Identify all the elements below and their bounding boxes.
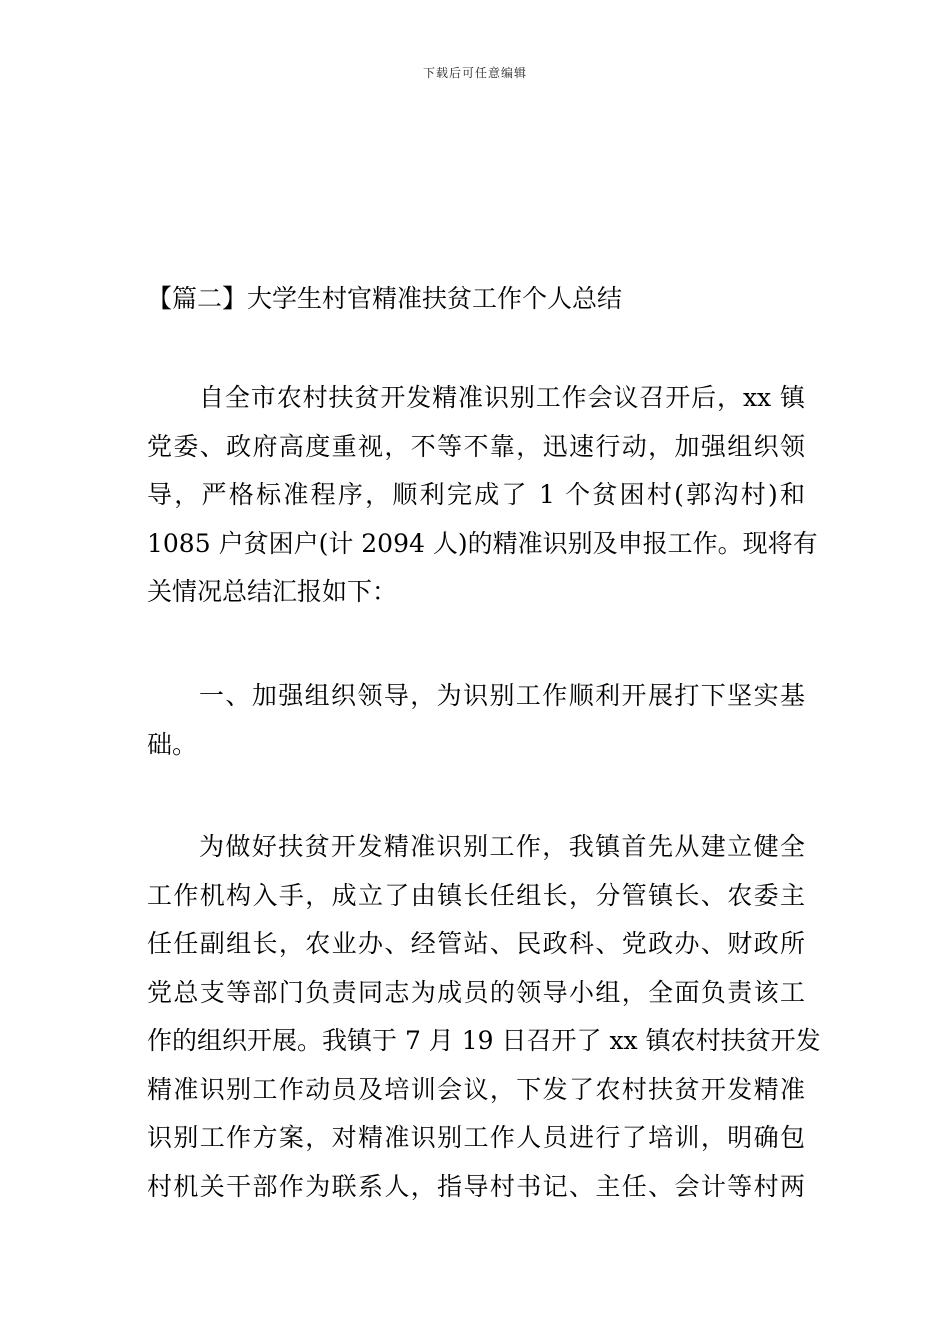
paragraph-line: 自全市农村扶贫开发精准识别工作会议召开后，xx 镇 — [199, 383, 805, 412]
paragraph-line: 导，严格标准程序，顺利完成了 1 个贫困村(郭沟村)和 — [147, 480, 805, 509]
section-heading-one — [147, 672, 805, 769]
page-header: 下载后可任意编辑 — [422, 66, 527, 80]
document-title: 【篇二】大学生村官精准扶贫工作个人总结 — [147, 284, 623, 313]
paragraph-organization — [147, 823, 821, 1211]
paragraph-line: 一、加强组织领导，为识别工作顺利开展打下坚实基 — [199, 681, 805, 710]
paragraph-line: 精准识别工作动员及培训会议，下发了农村扶贫开发精准 — [147, 1074, 805, 1104]
paragraph-line: 党总支等部门负责同志为成员的领导小组，全面负责该工 — [147, 977, 805, 1007]
paragraph-line: 工作机构入手，成立了由镇长任组长，分管镇长、农委主 — [147, 880, 805, 910]
paragraph-intro — [147, 374, 818, 617]
paragraph-line: 识别工作方案，对精准识别工作人员进行了培训，明确包 — [147, 1123, 805, 1152]
paragraph-line: 1085 户贫困户(计 2094 人)的精准识别及申报工作。现将有 — [147, 528, 818, 558]
paragraph-line: 村机关干部作为联系人，指导村书记、主任、会计等村两 — [147, 1171, 805, 1201]
paragraph-line: 为做好扶贫开发精准识别工作，我镇首先从建立健全 — [199, 832, 805, 861]
paragraph-line: 党委、政府高度重视，不等不靠，迅速行动，加强组织领 — [147, 431, 805, 461]
paragraph-line: 作的组织开展。我镇于 7 月 19 日召开了 xx 镇农村扶贫开发 — [147, 1026, 821, 1055]
paragraph-line: 础。 — [147, 729, 198, 759]
paragraph-line: 关情况总结汇报如下： — [147, 577, 398, 606]
paragraph-line: 任任副组长，农业办、经管站、民政科、党政办、财政所 — [147, 929, 805, 958]
